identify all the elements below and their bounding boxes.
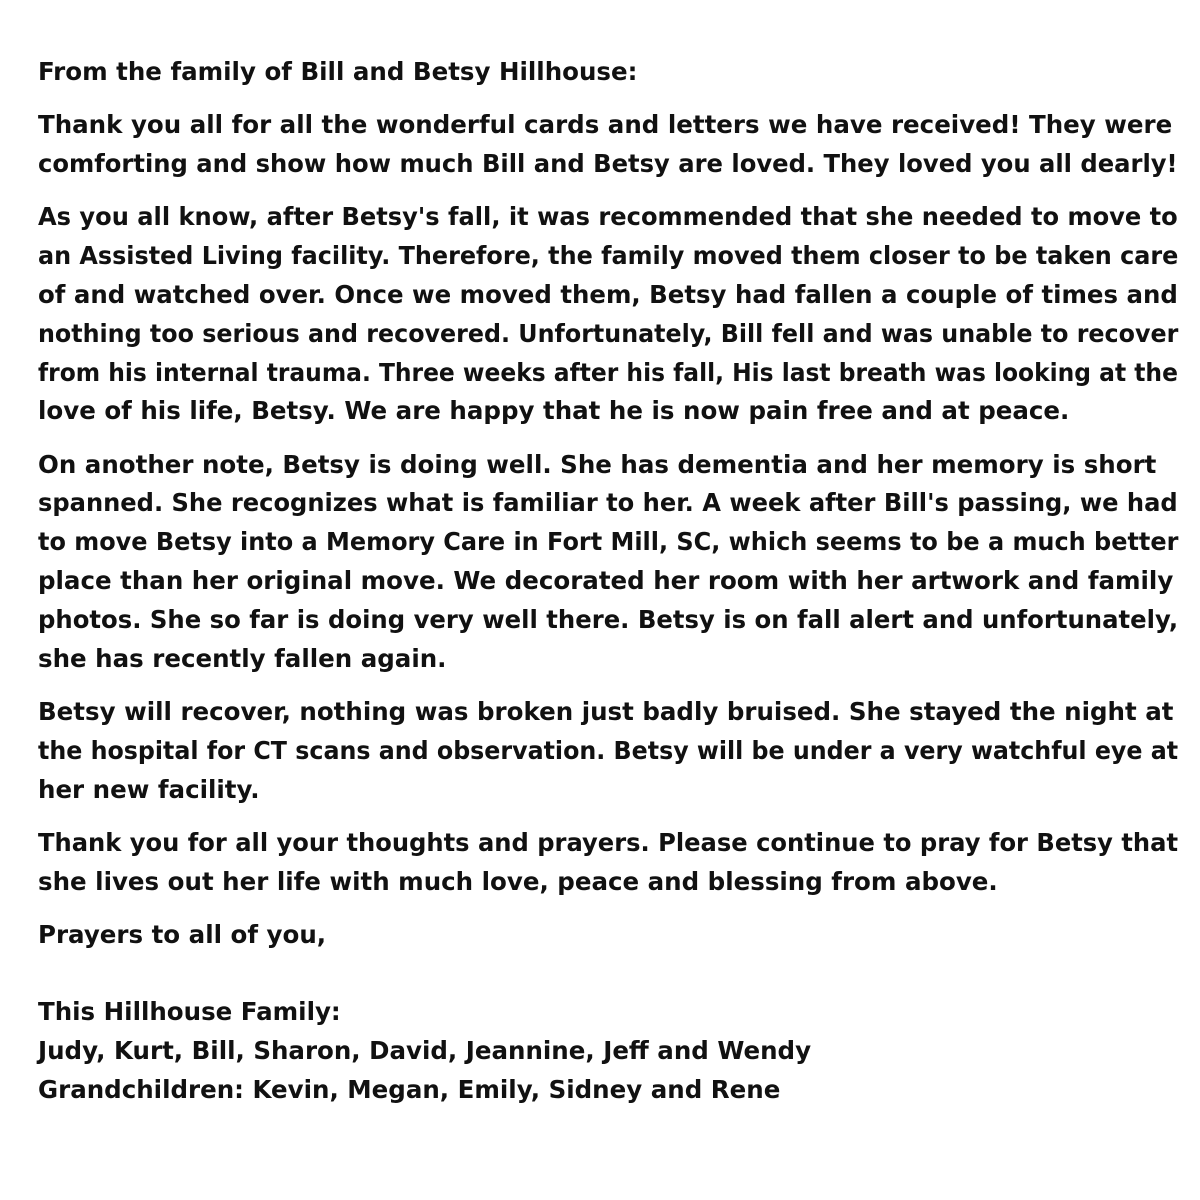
paragraph-line: nothing too serious and recovered. Unfortunately, Bill fell and was unable to recover (38, 318, 1179, 348)
paragraph-thanks (38, 106, 1178, 184)
paragraph-line: Thank you all for all the wonderful cards and letters we have received! They were (38, 110, 1173, 140)
greeting-line: From the family of Bill and Betsy Hillhouse: (38, 57, 638, 86)
signature-grandchildren: Grandchildren: Kevin, Megan, Emily, Sidney and Rene (38, 1074, 781, 1104)
paragraph-line: Betsy will recover, nothing was broken just badly bruised. She stayed the night at (38, 696, 1174, 726)
paragraph-recovery (38, 693, 1178, 809)
paragraph-line: As you all know, after Betsy's fall, it was recommended that she needed to move to (38, 202, 1178, 232)
closing (38, 916, 1178, 955)
paragraph-line: photos. She so far is doing very well there. Betsy is on fall alert and unfortunately, (38, 604, 1179, 634)
paragraph-line: spanned. She recognizes what is familiar to her. A week after Bill's passing, we had (38, 488, 1178, 518)
paragraph-line: her new facility. (38, 774, 260, 804)
paragraph-prayers (38, 824, 1178, 902)
greeting (38, 53, 1178, 92)
signature-children: Judy, Kurt, Bill, Sharon, David, Jeannine, Jeff and Wendy (38, 1036, 812, 1066)
spacer (38, 955, 1178, 994)
paragraph-line: she has recently fallen again. (38, 643, 447, 673)
paragraph-line: to move Betsy into a Memory Care in Fort Mill, SC, which seems to be a much better (38, 527, 1179, 557)
paragraph-line: love of his life, Betsy. We are happy that he is now pain free and at peace. (38, 396, 1070, 426)
signature (38, 993, 1178, 1109)
paragraph-line: On another note, Betsy is doing well. She has dementia and her memory is short (38, 449, 1157, 479)
closing-line: Prayers to all of you, (38, 919, 327, 949)
paragraph-line: from his internal trauma. Three weeks after his fall, His last breath was looking at the (38, 357, 1178, 387)
paragraph-line: Thank you for all your thoughts and prayers. Please continue to pray for Betsy that (38, 827, 1179, 857)
paragraph-line: she lives out her life with much love, peace and blessing from above. (38, 866, 998, 896)
signature-title: This Hillhouse Family: (38, 997, 341, 1027)
paragraph-line: comforting and show how much Bill and Betsy are loved. They loved you all dearly! (38, 149, 1178, 179)
paragraph-bill (38, 198, 1178, 431)
paragraph-line: place than her original move. We decorated her room with her artwork and family (38, 566, 1174, 596)
paragraph-betsy (38, 446, 1178, 679)
paragraph-line: the hospital for CT scans and observation. Betsy will be under a very watchful eye at (38, 735, 1179, 765)
letter-body (38, 53, 1178, 1110)
paragraph-line: of and watched over. Once we moved them, Betsy had fallen a couple of times and (38, 279, 1178, 309)
paragraph-line: an Assisted Living facility. Therefore, the family moved them closer to be taken care (38, 241, 1179, 271)
